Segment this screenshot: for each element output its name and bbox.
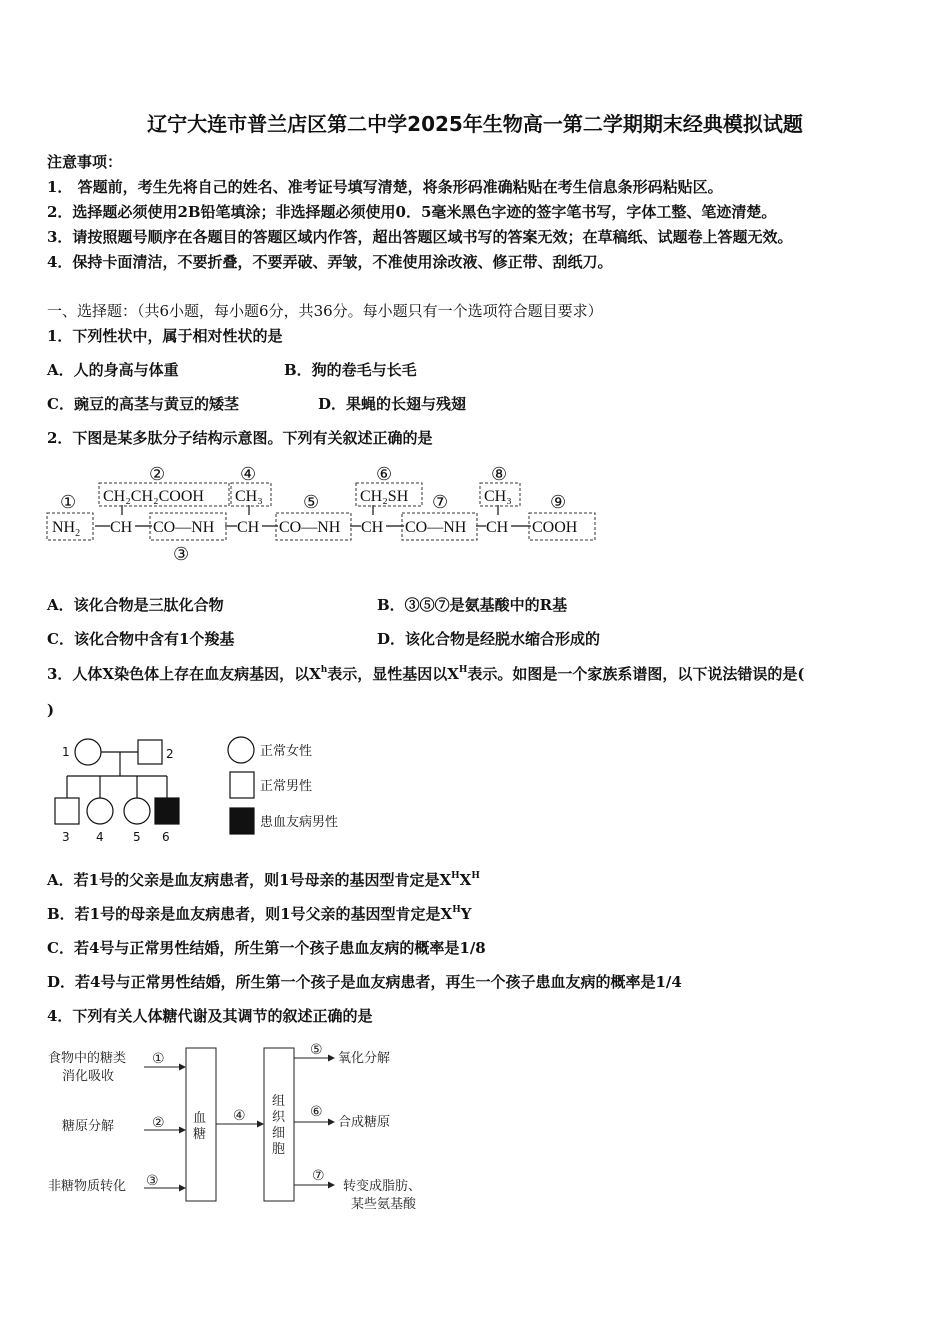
tissue-char-1: 组 <box>272 1094 286 1109</box>
output-glycogen: 合成糖原 <box>338 1115 391 1130</box>
r-group-4: CH₃ <box>235 488 263 505</box>
id-2: 2 <box>166 747 174 761</box>
notes-heading: 注意事项： <box>47 153 123 171</box>
label-7: ⑦ <box>432 492 449 512</box>
amino-group: $NH_2$ <box>52 519 81 539</box>
label-4: ④ <box>240 464 257 484</box>
q2-stem: 2．下图是某多肽分子结构示意图。下列有关叙述正确的是 <box>47 429 433 447</box>
id-5: 5 <box>133 830 141 844</box>
alpha-carbon-2: CH <box>237 519 260 536</box>
num-2: ② <box>152 1115 165 1131</box>
id-4: 4 <box>96 830 104 844</box>
individual-5 <box>124 798 150 824</box>
individual-1 <box>75 739 101 765</box>
id-6: 6 <box>162 830 170 844</box>
id-1: 1 <box>62 745 70 759</box>
peptide-bond-5: CO—NH <box>279 519 341 536</box>
r-group-2: CH₂CH₂COOH <box>103 488 204 505</box>
num-3: ③ <box>146 1173 159 1189</box>
q2-option-a: A．该化合物是三肽化合物 <box>47 596 224 614</box>
blood-char-1: 血 <box>193 1111 207 1126</box>
label-1: ① <box>60 492 77 512</box>
peptide-bond-7: CO—NH <box>405 519 467 536</box>
q3-stem: 3．人体X染色体上存在血友病基因，以$X^h$表示，显性基因以$X^H$表示。如图是一个家族系谱图，以下说法错误的是( <box>47 665 805 683</box>
tissue-char-3: 细 <box>272 1126 286 1141</box>
num-1: ① <box>152 1051 165 1067</box>
note-item: 3．请按照题号顺序在各题目的答题区域内作答，超出答题区域书写的答案无效；在草稿纸、试题卷上答题无效。 <box>47 228 793 246</box>
q1-option-b: B．狗的卷毛与长毛 <box>284 361 417 379</box>
q1-option-a: A．人的身高与体重 <box>47 361 179 379</box>
label-3: ③ <box>173 544 190 564</box>
q1-stem: 1．下列性状中，属于相对性状的是 <box>47 327 283 345</box>
r-group-6: CH₂SH <box>360 488 409 505</box>
individual-2 <box>138 740 162 764</box>
legend-female-symbol <box>228 737 254 763</box>
q2-option-c: C．该化合物中含有1个羧基 <box>47 630 235 648</box>
polypeptide-diagram <box>0 455 620 575</box>
num-5: ⑤ <box>310 1042 323 1058</box>
output-fat-2: 某些氨基酸 <box>351 1197 417 1212</box>
q1-option-c: C．豌豆的高茎与黄豆的矮茎 <box>47 395 239 413</box>
output-fat-1: 转变成脂肪、 <box>343 1179 422 1194</box>
num-7: ⑦ <box>312 1168 325 1184</box>
q3-stem-end: ) <box>47 701 55 719</box>
legend-male-symbol <box>230 772 254 798</box>
legend-normal-female: 正常女性 <box>260 744 313 759</box>
pedigree-chart <box>40 728 370 848</box>
source-glycogen: 糖原分解 <box>62 1119 115 1134</box>
label-5: ⑤ <box>303 492 320 512</box>
individual-6 <box>155 798 179 824</box>
blood-char-2: 糖 <box>193 1127 207 1142</box>
glucose-metabolism-diagram <box>40 1038 460 1218</box>
source-food-1: 食物中的糖类 <box>48 1051 127 1066</box>
section-heading: 一、选择题：（共6小题，每小题6分，共36分。每小题只有一个选项符合题目要求） <box>47 302 603 320</box>
q3-option-a: A．若1号的父亲是血友病患者，则1号母亲的基因型肯定是$X^HX^H$ <box>47 871 480 889</box>
q3-option-d: D．若4号与正常男性结婚，所生第一个孩子是血友病患者，再生一个孩子患血友病的概率是1/4 <box>47 973 682 991</box>
alpha-carbon-4: CH <box>486 519 509 536</box>
id-3: 3 <box>62 830 70 844</box>
page-title: 辽宁大连市普兰店区第二中学2025年生物高一第二学期期末经典模拟试题 <box>147 112 803 136</box>
q4-stem: 4．下列有关人体糖代谢及其调节的叙述正确的是 <box>47 1007 373 1025</box>
individual-3 <box>55 798 79 824</box>
q2-option-d: D．该化合物是经脱水缩合形成的 <box>377 630 601 648</box>
note-item: 4．保持卡面清洁，不要折叠，不要弄破、弄皱，不准使用涂改液、修正带、刮纸刀。 <box>47 253 613 271</box>
alpha-carbon-3: CH <box>361 519 384 536</box>
alpha-carbon-1: CH <box>110 519 133 536</box>
q2-option-b: B．③⑤⑦是氨基酸中的R基 <box>377 596 568 614</box>
note-item: 1． 答题前，考生先将自己的姓名、准考证号填写清楚，将条形码准确粘贴在考生信息条形码粘贴区。 <box>47 178 723 196</box>
label-6: ⑥ <box>376 464 393 484</box>
num-6: ⑥ <box>310 1104 323 1120</box>
legend-normal-male: 正常男性 <box>260 779 313 794</box>
r-group-8: CH₃ <box>484 488 512 505</box>
q3-option-b: B．若1号的母亲是血友病患者，则1号父亲的基因型肯定是$X^HY$ <box>47 905 472 923</box>
note-item: 2．选择题必须使用2B铅笔填涂；非选择题必须使用0．5毫米黑色字迹的签字笔书写，字体工整、笔迹清楚。 <box>47 203 777 221</box>
legend-affected-male: 患血友病男性 <box>260 815 339 830</box>
legend-affected-male-symbol <box>230 808 254 834</box>
individual-4 <box>87 798 113 824</box>
source-noncarb: 非糖物质转化 <box>48 1179 127 1194</box>
source-food-2: 消化吸收 <box>62 1069 115 1084</box>
output-oxidation: 氧化分解 <box>338 1051 391 1066</box>
label-8: ⑧ <box>491 464 508 484</box>
q1-option-d: D．果蝇的长翅与残翅 <box>318 395 467 413</box>
q3-option-c: C．若4号与正常男性结婚，所生第一个孩子患血友病的概率是1/8 <box>47 939 486 957</box>
label-2: ② <box>149 464 166 484</box>
num-4: ④ <box>233 1108 246 1124</box>
peptide-bond-3: CO—NH <box>153 519 215 536</box>
label-9: ⑨ <box>550 492 567 512</box>
tissue-char-4: 胞 <box>272 1142 286 1157</box>
carboxyl-group: COOH <box>532 519 578 536</box>
tissue-char-2: 织 <box>272 1110 286 1125</box>
